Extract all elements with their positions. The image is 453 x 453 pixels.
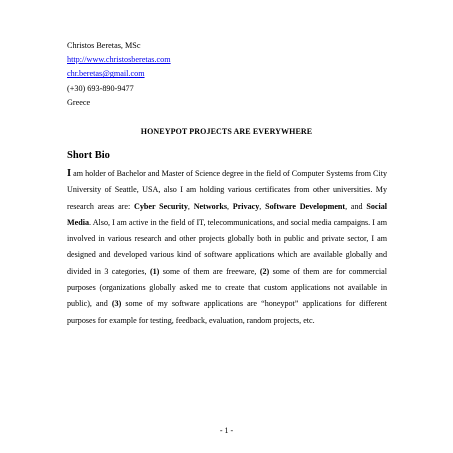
bio-bold-term: Social Media [67,201,388,227]
bio-text: , [187,201,194,211]
bio-bold-term: Privacy [232,201,260,211]
page-number: - 1 - [219,426,234,435]
author-contact-block [67,39,387,110]
bio-text: some of them are freeware, [159,266,260,276]
document-title: HONEYPOT PROJECTS ARE EVERYWHERE [140,127,313,136]
bio-text: some of my software applications are “honeypot” applications for different purposes for example for testing, feedback, evaluation, random projects, etc. [67,299,387,325]
email-link[interactable]: chr.beretas@gmail.com [67,69,145,79]
bio-text: some of them are for commercial purposes (organizations globally asked me to create that custom applications not available in public), and [67,266,387,309]
bio-bold-term: Cyber Security [133,201,188,211]
bio-dropcap: I [67,168,72,179]
website-link[interactable]: http://www.christosberetas.com [67,55,171,65]
author-name: Christos Beretas, MSc [67,41,141,50]
country: Greece [67,97,91,107]
bio-text: , [226,201,233,211]
phone-number: (+30) 693-890-9477 [67,83,134,93]
bio-bold-term: (3) [111,299,122,309]
bio-bold-term: (2) [259,266,270,276]
bio-text: , [259,201,266,211]
bio-text: , and [345,201,367,211]
bio-paragraph [67,166,387,329]
section-heading-short-bio: Short Bio [67,150,110,161]
bio-bold-term: Software Development [265,201,346,211]
bio-text: . Also, I am active in the field of IT, telecommunications, and social media campaigns. I am involved in various research and other projects globally both in public and private sector, I am designed and developed various kind of software applications which are available globally and divided in 3 categories, [67,217,387,276]
bio-bold-term: (1) [149,266,160,276]
bio-text: am holder of Bachelor and Master of Science degree in the field of Computer Systems from City University of Seattle, USA, also I am holding various certificates from other universities. My research areas are: [67,169,387,211]
bio-bold-term: Networks [193,201,227,211]
